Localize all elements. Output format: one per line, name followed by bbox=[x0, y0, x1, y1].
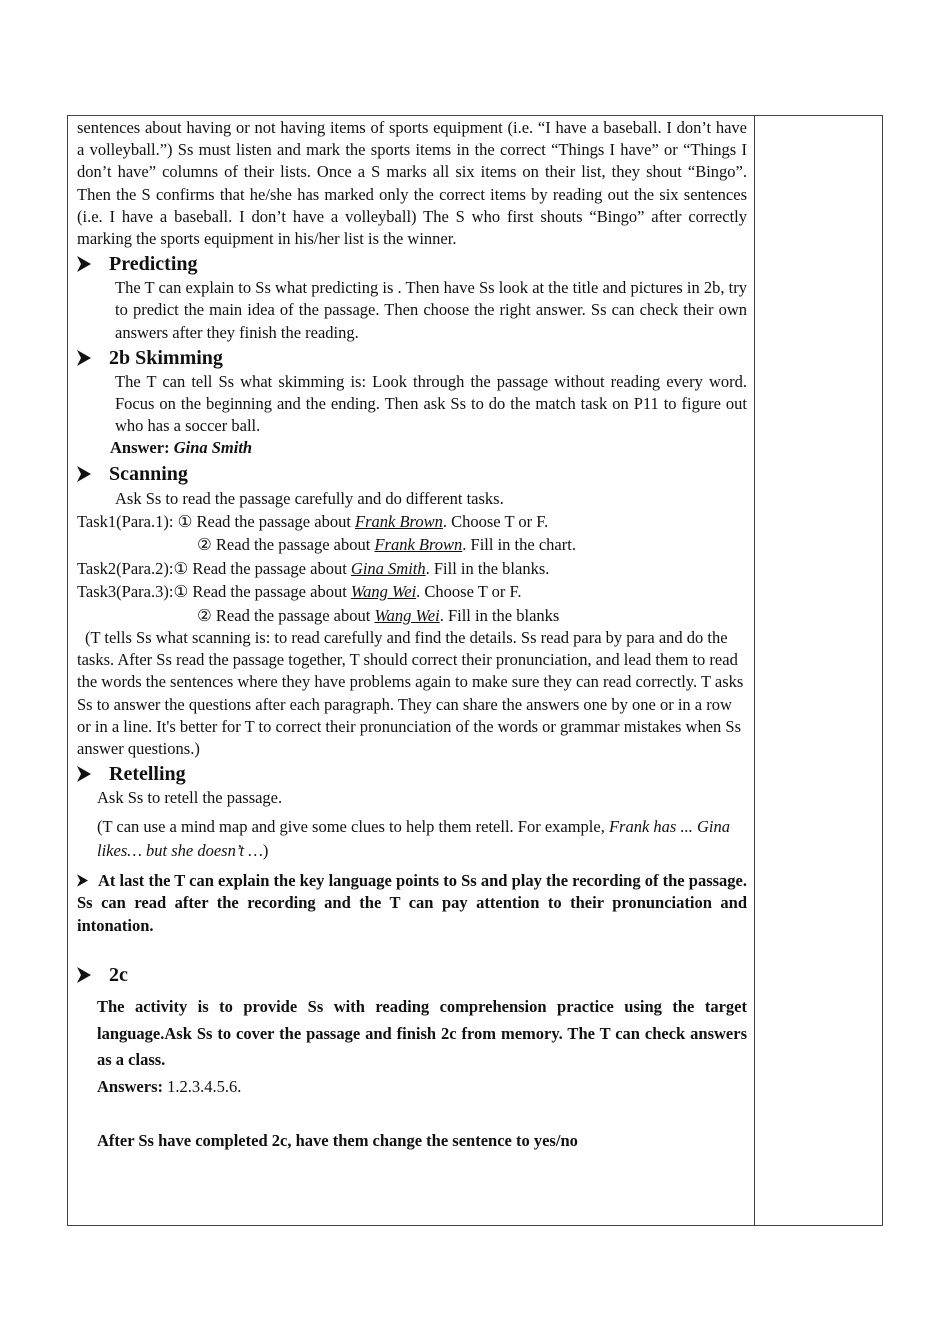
intro-paragraph: sentences about having or not having items of sports equipment (i.e. “I have a baseball. I don’t have a volleyball.”) Ss must listen and mark the sports items in the correct “Things I have” or “Things I don’t have” columns of their lists. Once a S marks all six items on their list, they shout “Bingo”. Then the S confirms that he/she has marked only the correct items by reading out the six sentences (i.e. I have a baseball. I don’t have a volleyball) The S who first shouts “Bingo” after correctly marking the sports equipment in his/her list is the winner. bbox=[77, 118, 747, 249]
arrow-bullet-icon bbox=[77, 874, 88, 887]
predicting-text: The T can explain to Ss what predicting is . Then have Ss look at the title and pictures in 2b, try to predict the main idea of the passage. Then choose the right answer. Ss can check their own answers after they finish the reading. bbox=[115, 278, 747, 342]
task2-line: Task2(Para.2):① Read the passage about Gina Smith. Fill in the blanks. bbox=[77, 558, 550, 578]
skimming-heading: 2b Skimming bbox=[77, 345, 747, 371]
task1-line-b: ② Read the passage about Frank Brown. Fill in the chart. bbox=[197, 535, 576, 555]
skimming-text: The T can tell Ss what skimming is: Look through the passage without reading every word. Focus on the beginning and the ending. Then ask Ss to do the match task on P11 to figure out who has a soccer ball. bbox=[115, 371, 747, 436]
arrow-bullet-icon bbox=[77, 967, 91, 983]
arrow-bullet-icon bbox=[77, 466, 91, 482]
2c-text: The activity is to provide Ss with reading comprehension practice using the target language.Ask Ss to cover the passage and finish 2c from memory. The T can check answers as a class. bbox=[97, 997, 747, 1069]
2c-answers: Answers: 1.2.3.4.5.6. bbox=[97, 1076, 242, 1096]
task1-line-a: Task1(Para.1): ① Read the passage about Frank Brown. Choose T or F. bbox=[77, 512, 549, 532]
arrow-bullet-icon bbox=[77, 350, 91, 366]
retelling-heading: Retelling bbox=[77, 761, 747, 787]
scanning-note: (T tells Ss what scanning is: to read carefully and find the details. Ss read para by para and do the tasks. After Ss read the passage together, T should correct their pronunciation, and lead them to read the words the sentences where they have problems again to make sure they can read correctly. T asks Ss to answer the questions after each paragraph. They can share the answers one by one or in a row or in a line. It's better for T to correct their pronunciation of the words or grammar mistakes when Ss answer questions.) bbox=[77, 628, 744, 759]
scanning-intro: Ask Ss to read the passage carefully and do different tasks. bbox=[115, 488, 504, 508]
arrow-bullet-icon bbox=[77, 256, 91, 272]
predicting-heading: Predicting bbox=[77, 251, 747, 277]
2c-after: After Ss have completed 2c, have them change the sentence to yes/no bbox=[97, 1130, 578, 1150]
arrow-bullet-icon bbox=[77, 766, 91, 782]
retelling-line1: Ask Ss to retell the passage. bbox=[97, 788, 283, 808]
task3-line-b: ② Read the passage about Wang Wei. Fill in the blanks bbox=[197, 605, 560, 625]
at-last-paragraph: At last the T can explain the key language points to Ss and play the recording of the passage. Ss can read after the recording and the T can pay attention to their pronunciation and intonation. bbox=[77, 870, 747, 935]
task3-line-a: Task3(Para.3):① Read the passage about Wang Wei. Choose T or F. bbox=[77, 582, 522, 602]
retelling-line2: (T can use a mind map and give some clues to help them retell. For example, Frank has ... Gina likes… but she doesn’t …) bbox=[97, 816, 730, 860]
scanning-heading: Scanning bbox=[77, 461, 747, 487]
procedure-cell bbox=[77, 117, 747, 1154]
2c-heading: 2c bbox=[77, 962, 747, 988]
skimming-answer: Answer: Gina Smith bbox=[110, 438, 253, 458]
column-divider bbox=[754, 115, 755, 1226]
